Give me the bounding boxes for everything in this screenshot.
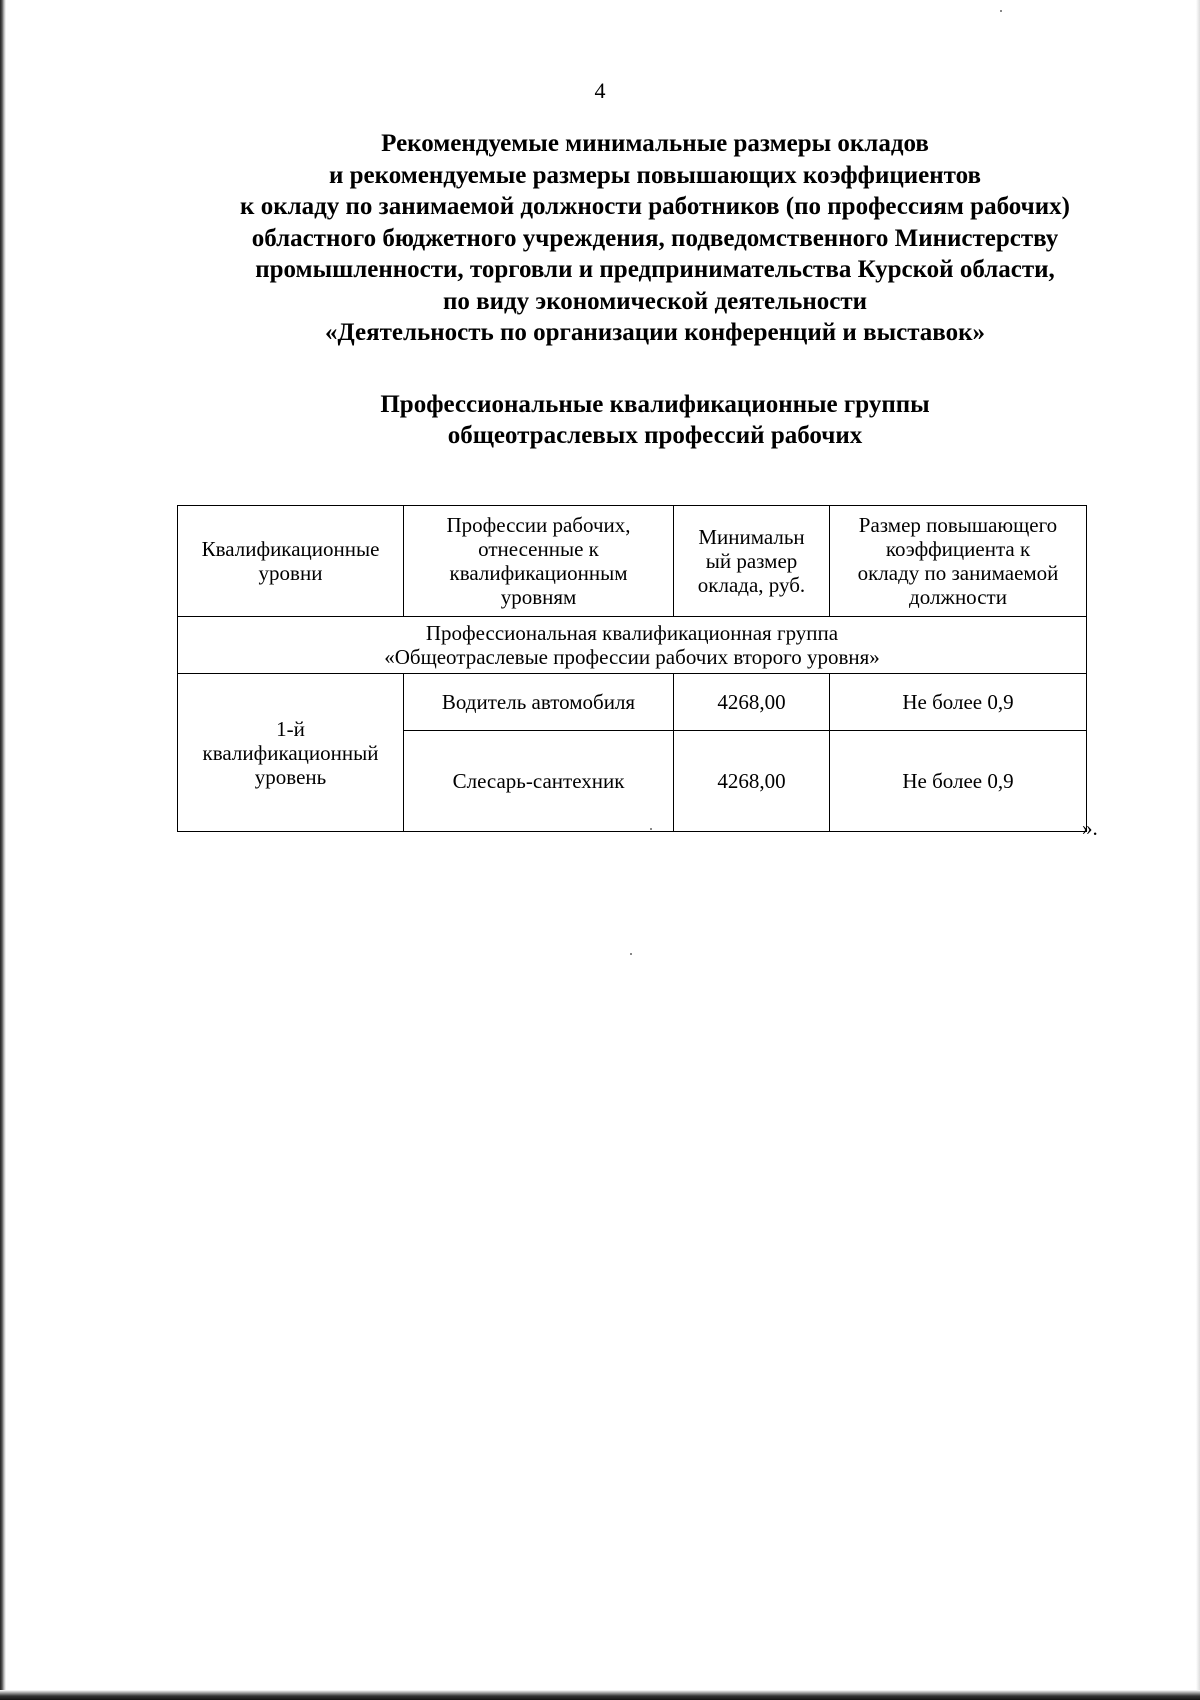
title-line: по виду экономической деятельности	[442, 287, 868, 315]
subtitle-line: общеотраслевых профессий рабочих	[447, 422, 863, 449]
header-line: Минимальн	[698, 525, 805, 549]
coefficient-cell: Не более 0,9	[830, 674, 1087, 731]
scan-speck	[630, 953, 632, 955]
title-line: к окладу по занимаемой должности работников (по профессиям рабочих)	[240, 193, 1070, 220]
header-line: коэффициента к	[885, 537, 1031, 561]
header-qualification-levels	[178, 506, 404, 617]
header-line: Квалификационные	[201, 537, 380, 561]
salary-cell: 4268,00	[674, 674, 830, 731]
page-number: 4	[594, 78, 606, 103]
header-coefficient	[830, 506, 1087, 617]
salary-cell: 4268,00	[674, 731, 830, 832]
salary-table	[177, 505, 1087, 832]
group-line: Профессиональная квалификационная группа	[425, 621, 839, 645]
header-line: уровни	[258, 561, 323, 585]
group-title-cell	[178, 617, 1087, 674]
header-line: ый размер	[705, 549, 798, 573]
header-line: должности	[909, 585, 1007, 609]
table-group-row	[178, 617, 1087, 674]
coefficient-cell: Не более 0,9	[830, 731, 1087, 832]
header-professions	[404, 506, 674, 617]
scan-edge-right	[1196, 0, 1200, 1700]
section-heading	[130, 389, 1180, 451]
header-line: окладу по занимаемой	[857, 561, 1059, 585]
scan-edge-bottom	[0, 1690, 1200, 1700]
profession-cell: Водитель автомобиля	[404, 674, 674, 731]
level-line: уровень	[254, 764, 327, 789]
closing-quote-mark: ».	[1082, 816, 1098, 840]
scan-edge-left	[0, 0, 6, 1700]
title-line: областного бюджетного учреждения, подведомственного Министерству	[251, 224, 1059, 252]
header-line: оклада, руб.	[697, 573, 806, 597]
header-line: квалификационным	[449, 561, 628, 585]
title-line: «Деятельность по организации конференций и выставок»	[324, 319, 986, 346]
group-line: «Общеотраслевые профессии рабочих второго уровня»	[384, 645, 880, 669]
title-line: промышленности, торговли и предпринимательства Курской области,	[255, 256, 1055, 283]
header-line: Размер повышающего	[858, 513, 1058, 537]
profession-cell: Слесарь-сантехник	[404, 731, 674, 832]
title-line: и рекомендуемые размеры повышающих коэффициентов	[329, 161, 981, 189]
level-line: квалификационный	[202, 740, 379, 765]
table-row	[178, 674, 1087, 731]
header-line: уровням	[500, 585, 577, 609]
header-line: Профессии рабочих,	[446, 513, 631, 537]
level-line: 1-й	[276, 716, 305, 741]
title-line: Рекомендуемые минимальные размеры окладов	[381, 130, 929, 157]
subtitle-line: Профессиональные квалификационные группы	[380, 391, 930, 418]
scan-speck	[1000, 10, 1002, 12]
table-header-row	[178, 506, 1087, 617]
salary-table-wrapper	[177, 505, 1087, 832]
header-min-salary	[674, 506, 830, 617]
header-line: отнесенные к	[478, 537, 599, 561]
document-title	[130, 128, 1180, 349]
qualification-level-cell	[178, 674, 404, 832]
